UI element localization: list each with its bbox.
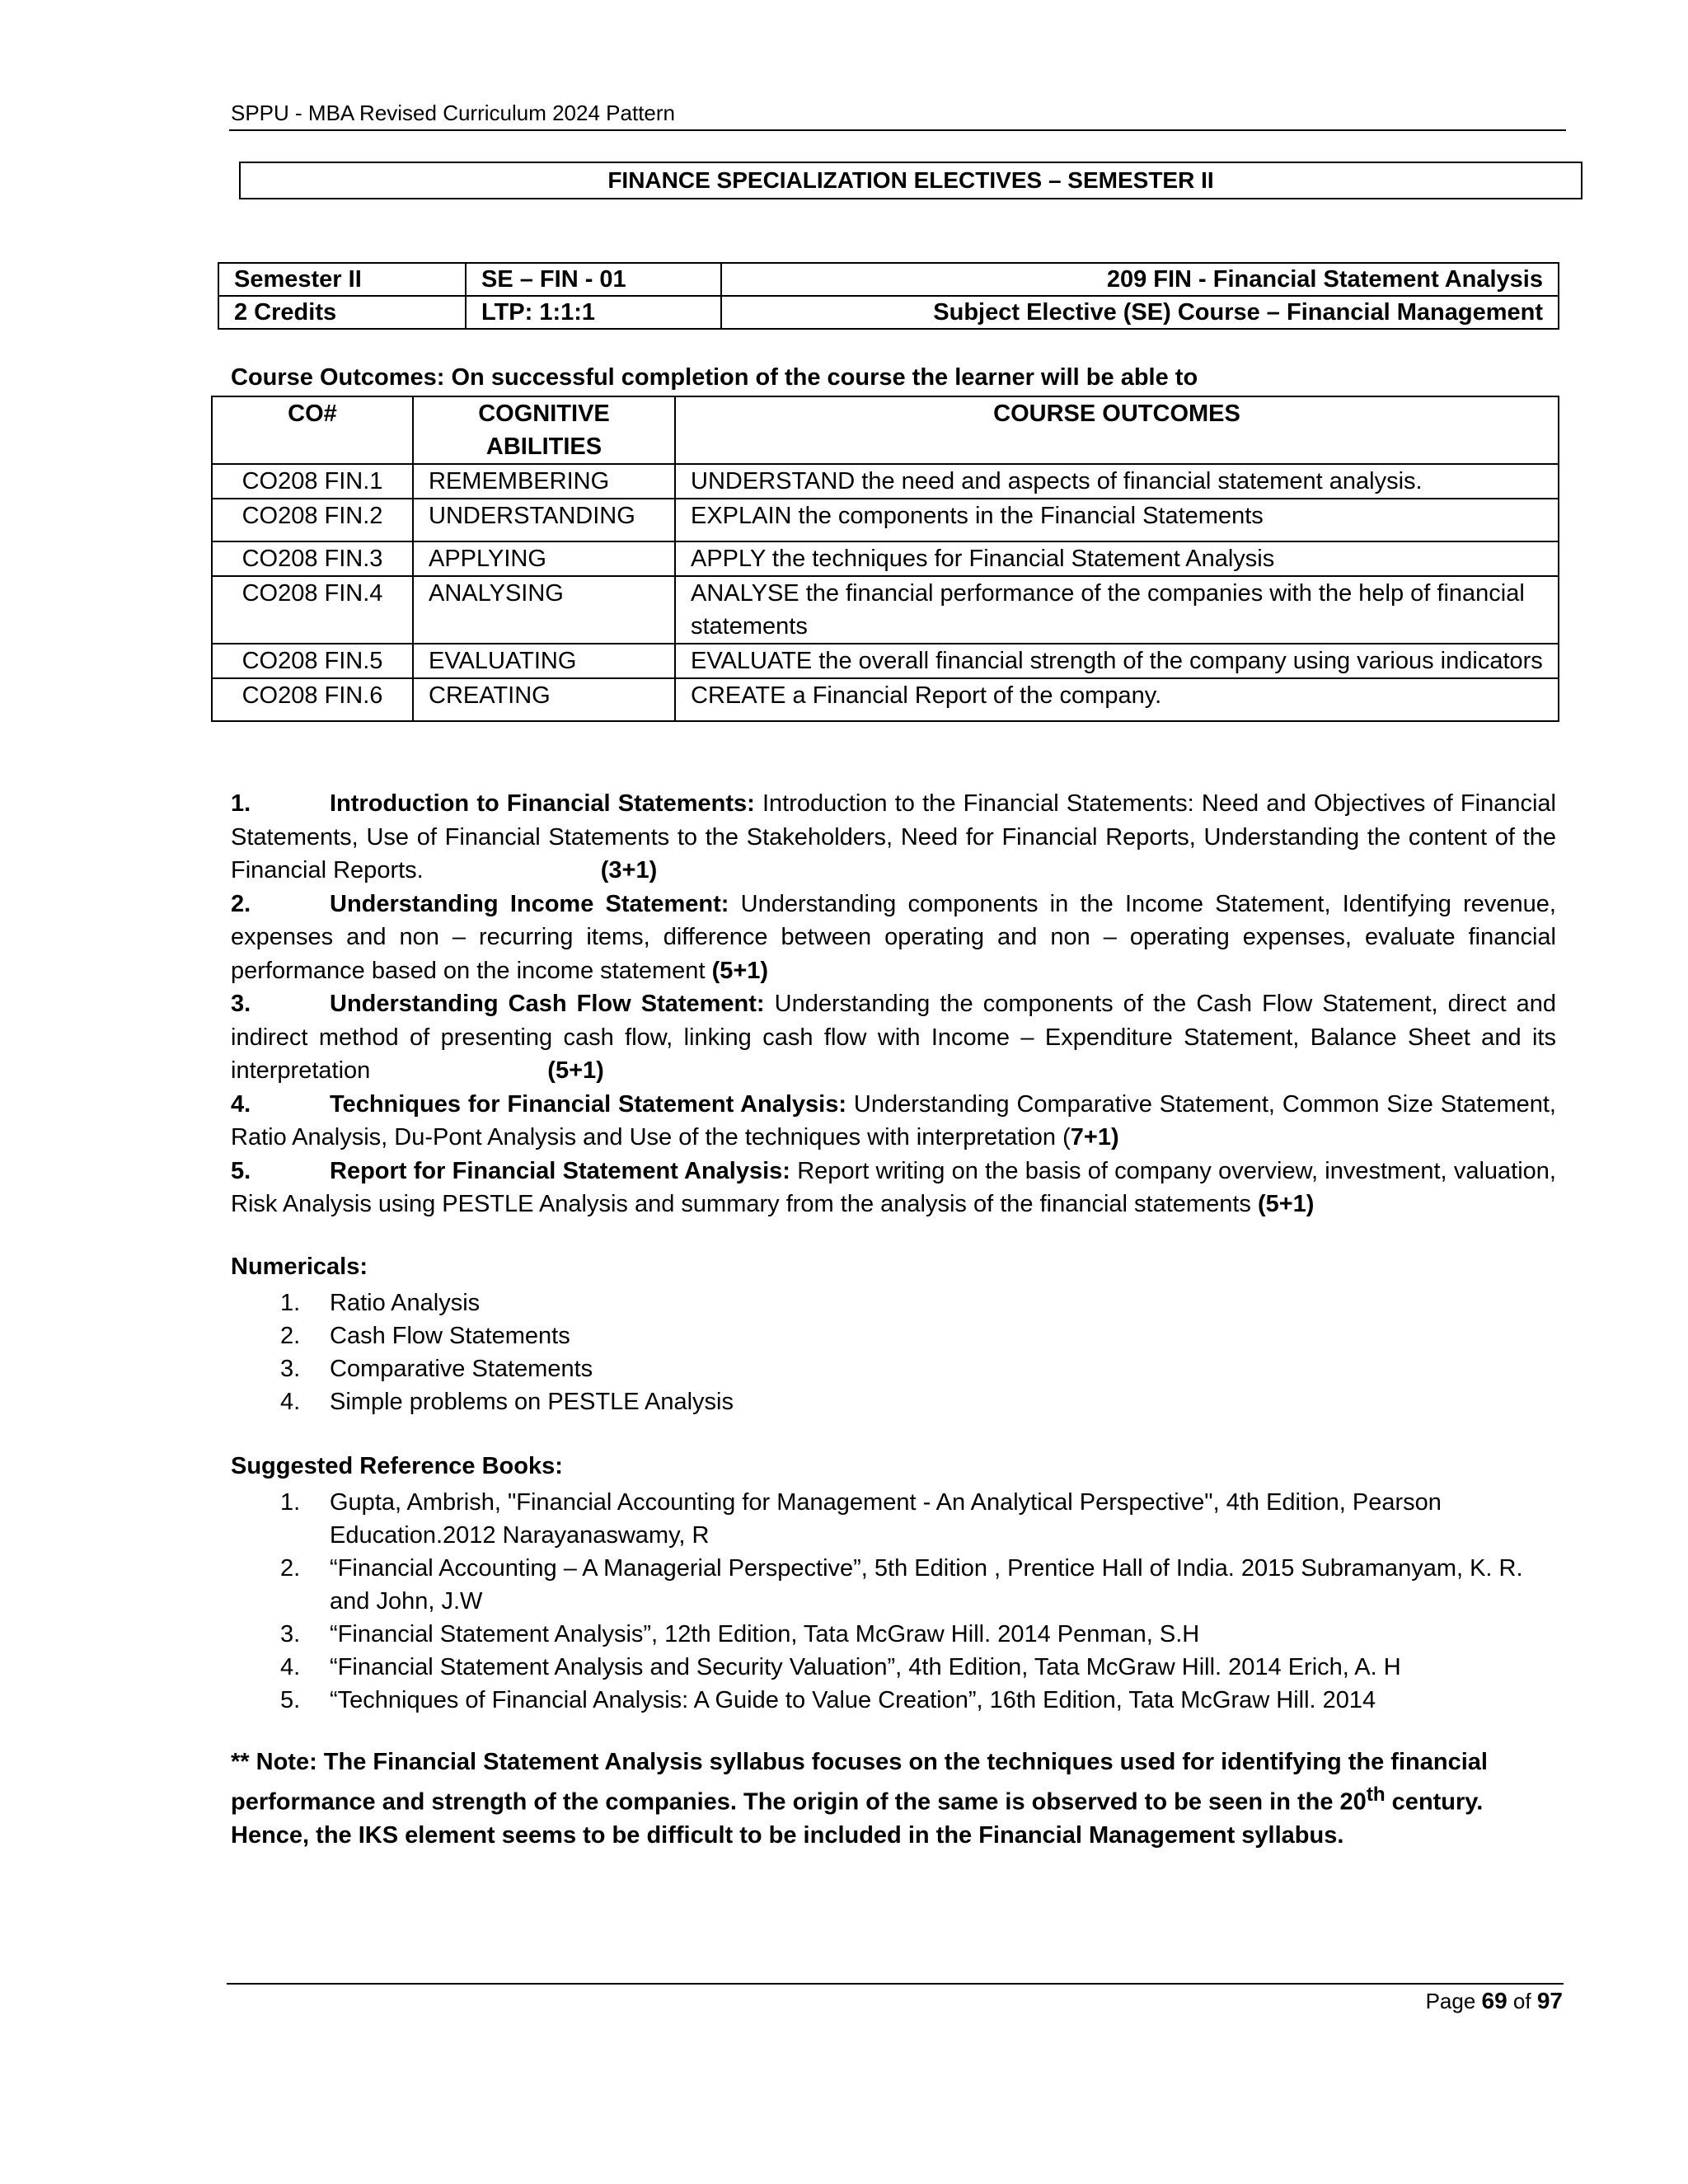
unit-marks: 7+1) [1070,1124,1119,1151]
cognitive-ability: CREATING [413,678,675,721]
numericals-list [231,1286,1556,1418]
table-row [212,464,1559,499]
cognitive-ability: EVALUATING [413,644,675,678]
table-row [212,576,1559,644]
course-outcomes-heading: Course Outcomes: On successful completion of the course the learner will be able to [231,364,1198,391]
course-outcome: CREATE a Financial Report of the company. [675,678,1559,721]
unit-2 [231,888,1556,988]
unit-1 [231,787,1556,888]
unit-marks: (3+1) [600,857,658,883]
unit-text: Understanding the components of the Cash Flow Statement, direct and indirect method of presenting cash flow, linking cash flow with Income – Expenditure Statement, Balance Sheet and its interpretation [231,991,1557,1084]
course-code-cell: SE – FIN - 01 [466,263,721,296]
list-item: 3. “Financial Statement Analysis”, 12th Edition, Tata McGraw Hill. 2014 Penman, S.H [280,1621,1200,1647]
unit-marks: (5+1) [1257,1191,1315,1217]
header-divider [229,129,1566,131]
unit-number: 1. [231,790,251,817]
course-info-table [218,262,1559,330]
syllabus-units [231,787,1556,1221]
unit-number: 2. [231,890,251,917]
column-header: COURSE OUTCOMES [675,396,1559,464]
list-item: 4. “Financial Statement Analysis and Security Valuation”, 4th Edition, Tata McGraw Hill. 2014 Erich, A. H [280,1654,1401,1680]
unit-marks: (5+1) [711,957,769,984]
footer-divider [227,1983,1564,1985]
list-item: 3. Comparative Statements [280,1356,593,1382]
table-row [212,644,1559,678]
list-item: 4. Simple problems on PESTLE Analysis [280,1389,734,1415]
cognitive-ability: ANALYSING [413,576,675,644]
co-number: CO208 FIN.2 [212,499,413,541]
list-item: 2. Cash Flow Statements [280,1323,570,1349]
table-row [212,541,1559,576]
unit-number: 4. [231,1090,251,1118]
unit-title: Introduction to Financial Statements: [330,790,755,817]
ltp-cell: LTP: 1:1:1 [466,296,721,329]
section-title: FINANCE SPECIALIZATION ELECTIVES – SEMESTER II [239,162,1582,199]
unit-title: Techniques for Financial Statement Analysis: [330,1090,847,1118]
table-header-row [212,396,1559,464]
semester-cell: Semester II [218,263,466,296]
unit-title: Understanding Income Statement: [330,890,729,917]
unit-marks: (5+1) [547,1057,604,1084]
unit-title: Report for Financial Statement Analysis: [330,1157,790,1184]
list-item: 5. “Techniques of Financial Analysis: A Guide to Value Creation”, 16th Edition, Tata McGraw Hill. 2014 [280,1687,1376,1713]
unit-number: 5. [231,1157,251,1184]
co-number: CO208 FIN.1 [212,464,413,499]
course-outcome: APPLY the techniques for Financial Statement Analysis [675,541,1559,576]
page-header: SPPU - MBA Revised Curriculum 2024 Pattern [231,101,675,125]
table-row [218,296,1559,329]
table-row [212,678,1559,721]
co-number: CO208 FIN.4 [212,576,413,644]
unit-text: Report writing on the basis of company overview, investment, valuation, Risk Analysis using PESTLE Analysis and summary from the analysis of the financial statements [231,1157,1556,1217]
course-outcome: EXPLAIN the components in the Financial Statements [675,499,1559,541]
unit-title: Understanding Cash Flow Statement: [330,991,765,1017]
syllabus-note: ** Note: The Financial Statement Analysis syllabus focuses on the techniques used for identifying the financial performance and strength of the companies. The origin of the same is observed to be seen in the 20th century. Hence, the IKS element seems to be difficult to be included in the Financial Management syllabus. [231,1749,1488,1849]
unit-text: Introduction to the Financial Statements: Need and Objectives of Financial Statements, Use of Financial Statements to the Stakeholders, Need for Financial Reports, Understanding the content of the Financial Reports. [231,790,1556,883]
page-number: Page 69 of 97 [1425,1988,1563,2013]
cognitive-ability: REMEMBERING [413,464,675,499]
cognitive-ability: APPLYING [413,541,675,576]
unit-text: Understanding Comparative Statement, Common Size Statement, Ratio Analysis, Du-Pont Analysis and Use of the techniques with interpretation ( [231,1090,1556,1151]
reference-books-heading: Suggested Reference Books: [231,1453,563,1479]
co-number: CO208 FIN.3 [212,541,413,576]
reference-books-list [231,1486,1541,1717]
course-outcome: UNDERSTAND the need and aspects of financial statement analysis. [675,464,1559,499]
table-row [218,263,1559,296]
column-header: COGNITIVE ABILITIES [413,396,675,464]
course-title-cell: 209 FIN - Financial Statement Analysis [721,263,1559,296]
unit-5 [231,1155,1556,1221]
course-outcome: EVALUATE the overall financial strength of the company using various indicators [675,644,1559,678]
table-row [212,499,1559,541]
unit-number: 3. [231,991,251,1017]
list-item: 2. “Financial Accounting – A Managerial Perspective”, 5th Edition , Prentice Hall of India. 2015 Subramanyam, K. R. and John, J.W [280,1555,1523,1615]
course-outcomes-table [211,396,1559,722]
co-number: CO208 FIN.5 [212,644,413,678]
numericals-heading: Numericals: [231,1254,368,1280]
unit-text: Understanding components in the Income Statement, Identifying revenue, expenses and non – recurring items, difference between operating and non – operating expenses, evaluate financial performance based on the income statement [231,890,1556,984]
column-header: CO# [212,396,413,464]
course-outcome: ANALYSE the financial performance of the companies with the help of financial statements [675,576,1559,644]
unit-3 [231,987,1556,1088]
list-item: 1. Gupta, Ambrish, "Financial Accounting for Management - An Analytical Perspective", 4th Edition, Pearson Education.2012 Narayanaswamy, R [280,1489,1442,1549]
cognitive-ability: UNDERSTANDING [413,499,675,541]
course-type-cell: Subject Elective (SE) Course – Financial Management [721,296,1559,329]
credits-cell: 2 Credits [218,296,466,329]
unit-4 [231,1088,1556,1155]
co-number: CO208 FIN.6 [212,678,413,721]
list-item: 1. Ratio Analysis [280,1290,481,1316]
